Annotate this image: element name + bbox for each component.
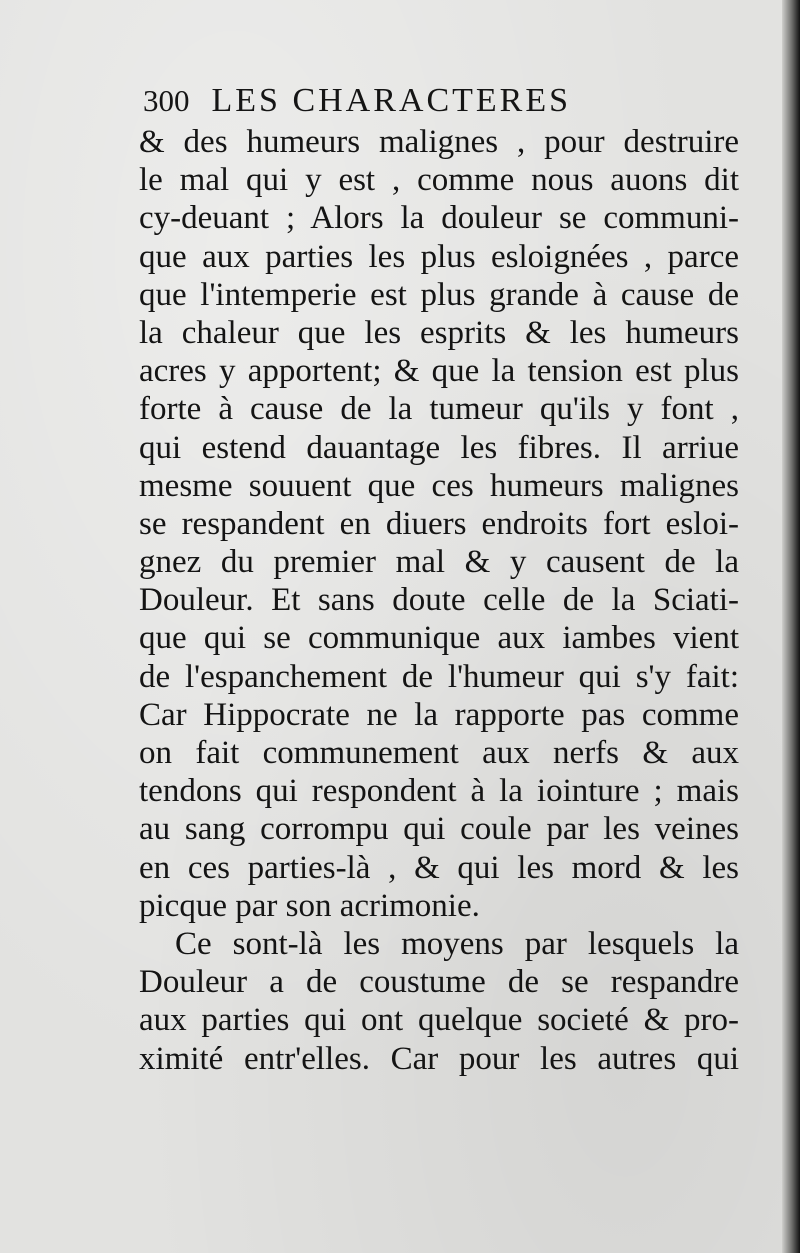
text-line: mesme souuent que ces humeurs malignes (139, 467, 739, 504)
page-number: 300 (143, 83, 190, 118)
text-line: Douleur. Et sans doute celle de la Sciati- (139, 582, 739, 619)
text-line: tendons qui respondent à la iointure ; mais (139, 773, 739, 810)
running-title: LES CHARACTERES (211, 82, 572, 119)
body-text (139, 123, 739, 1078)
text-line: que l'intemperie est plus grande à cause de (139, 276, 739, 313)
text-line: qui estend dauantage les fibres. Il arriue (139, 429, 739, 466)
text-line: au sang corrompu qui coule par les veines (139, 811, 739, 848)
text-line: & des humeurs malignes , pour destruire (139, 124, 739, 160)
text-line: acres y apportent; & que la tension est plus (139, 353, 739, 390)
page-header (143, 82, 571, 122)
text-line: en ces parties-là , & qui les mord & les (139, 849, 739, 886)
text-line: cy-deuant ; Alors la douleur se communi- (139, 200, 739, 237)
text-line: le mal qui y est , comme nous auons dit (139, 162, 739, 199)
text-line: ximité entr'elles. Car pour les autres qui (139, 1040, 739, 1077)
text-line: Car Hippocrate ne la rapporte pas comme (139, 696, 739, 733)
text-line: que aux parties les plus esloignées , parce (139, 238, 739, 275)
text-line: gnez du premier mal & y causent de la (139, 544, 739, 581)
paragraph-end-line: picque par son acrimonie. (139, 887, 480, 924)
text-line: aux parties qui ont quelque societé & pro- (139, 1002, 739, 1039)
text-line: forte à cause de la tumeur qu'ils y font , (139, 391, 739, 428)
text-line: de l'espanchement de l'humeur qui s'y fait: (139, 658, 739, 695)
page-edge-shadow (782, 0, 800, 1253)
text-line: Douleur a de coustume de se respandre (139, 964, 739, 1001)
text-line: on fait communement aux nerfs & aux (139, 735, 739, 771)
text-line: que qui se communique aux iambes vient (139, 620, 739, 657)
paragraph-start-line: Ce sont-là les moyens par lesquels la (175, 925, 739, 962)
text-line: se respandent en diuers endroits fort esloi- (139, 505, 739, 542)
text-line: la chaleur que les esprits & les humeurs (139, 314, 739, 351)
